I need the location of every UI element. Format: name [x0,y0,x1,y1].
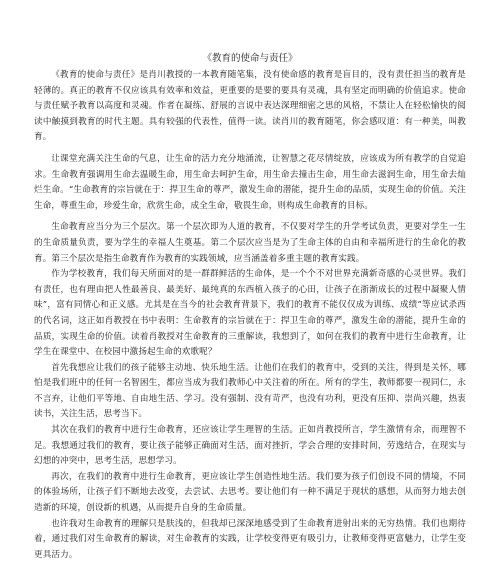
paragraph-first: 首先我想应让我们的孩子能够主动地、快乐地生活。让他们在我们的教育中，受到的关注，得到是关怀，哪怕是我们班中的任何一名智困生，都应当成为我们教师心中关注着的所在。所有的学生，教师都要一视同仁，永不言弃，让他们平等地、自由地生活、学习。没有强制、没有苛严，也没有功利，更没有压抑、崇尚兴趣，热衷读书，关注生活，思考当下。 [34,362,466,420]
paragraph-third: 再次，在我们的教育中进行生命教育，更应该让学生创造性地生活。我们要为孩子们创设不同的情境，不同的体验场所，让孩子们不断地去改变，去尝试、去思考。要让他们有一种不满足于现状的感想，从而努力地去创造新的环境，创设新的机遇，从而提升自身的生命质量。 [34,471,466,514]
paragraph-classroom-life: 让课堂充满关注生命的气息，让生命的活力充分地涌流，让智慧之花尽情绽放，应该成为所有教学的自觉追求。生命教育强调用生命去温暖生命，用生命去呵护生命，用生命去撞击生命，用生命去滋润生命，用生命去灿烂生命。“生命教育的宗旨就在于：捍卫生命的尊严，激发生命的潜能，提升生命的品质，实现生命的价值。关注生命，尊重生命，珍爱生命，欣赏生命，成全生命，敬畏生命，则构成生命教育的目标。 [34,153,466,211]
paragraph-conclusion: 也许我对生命教育的理解只是肤浅的，但我却已深深地感受到了生命教育进射出来的无穷热情。我们也期待着，通过我们对生命教育的解读，对生命教育的实践，让学校变得更有吸引力，让教师变得更富魅力，让学生变更具活力。 [34,518,466,560]
paragraph-intro: 《教育的使命与责任》是肖川教授的一本教育随笔集，没有使命感的教育是盲目的，没有责任担当的教育是轻薄的。真正的教育不仅应该具有效率和效益，更重要的是要的要具有灵魂，具有坚定而明确的价值追求。使命与责任赋予教育以高度和灵魂。作者在凝练、舒展的言说中表达深理细密之思的风格，不禁让人在轻松愉快的阅读中触摸到教育的时代主题。具有较强的代表性，值得一读。读肖川的教育随笔，你会感叹道：有一种美，叫教育。 [34,70,466,143]
paragraph-three-levels: 生命教育应当分为三个层次。第一个层次即为人道的教育，不仅要对学生的升学考试负责，更要对学生一生的生命质量负责，要为学生的幸福人生奠基。第二个层次应当是为了生命主体的自由和幸福所进行的生命化的教育。第三个层次是指生命教育作为教育的实践领域，应当涵盖着多重主题的教育实践。 [34,222,466,264]
paragraph-second: 其次在我们的教育中进行生命教育，还应该让学生理智的生活。正如肖教授所言，学生激情有余，而理智不足。我想通过我们的教育，要让孩子能够正确面对生活，面对挫折，学会合理的安排时间，劳逸结合，在现实与幻想的冲突中，思考生活，思想学习。 [34,425,466,467]
document-title: 《教育的使命与责任》 [202,53,298,64]
paragraph-school-education: 作为学校教育，我们每天所面对的是一群群鲜活的生命体，是一个个不对世界充满新奇感的心灵世界。我们有责任，也有理由把人性最善良、最美好、最纯真的东西植入孩子的心田，让孩子在浙渐成长的过程中凝聚人情味”，富有同情心和正义感。尤其是在当今的社会教育背景下，我们的教育不能仅仅成为训练、成绩”等应试杀西的代名词，这正如肖教授在书中表明：生命教育的宗旨就在于：捍卫生命的尊严，激发生命的潜能，提升生命的品质，实现生命的价值。读着肖教授对生命教育的三重解读，我想到了，如何在我们的教育中进行生命教育，让学生在课堂中、在校园中激扬起生命的欢歌呢？ [34,269,466,358]
